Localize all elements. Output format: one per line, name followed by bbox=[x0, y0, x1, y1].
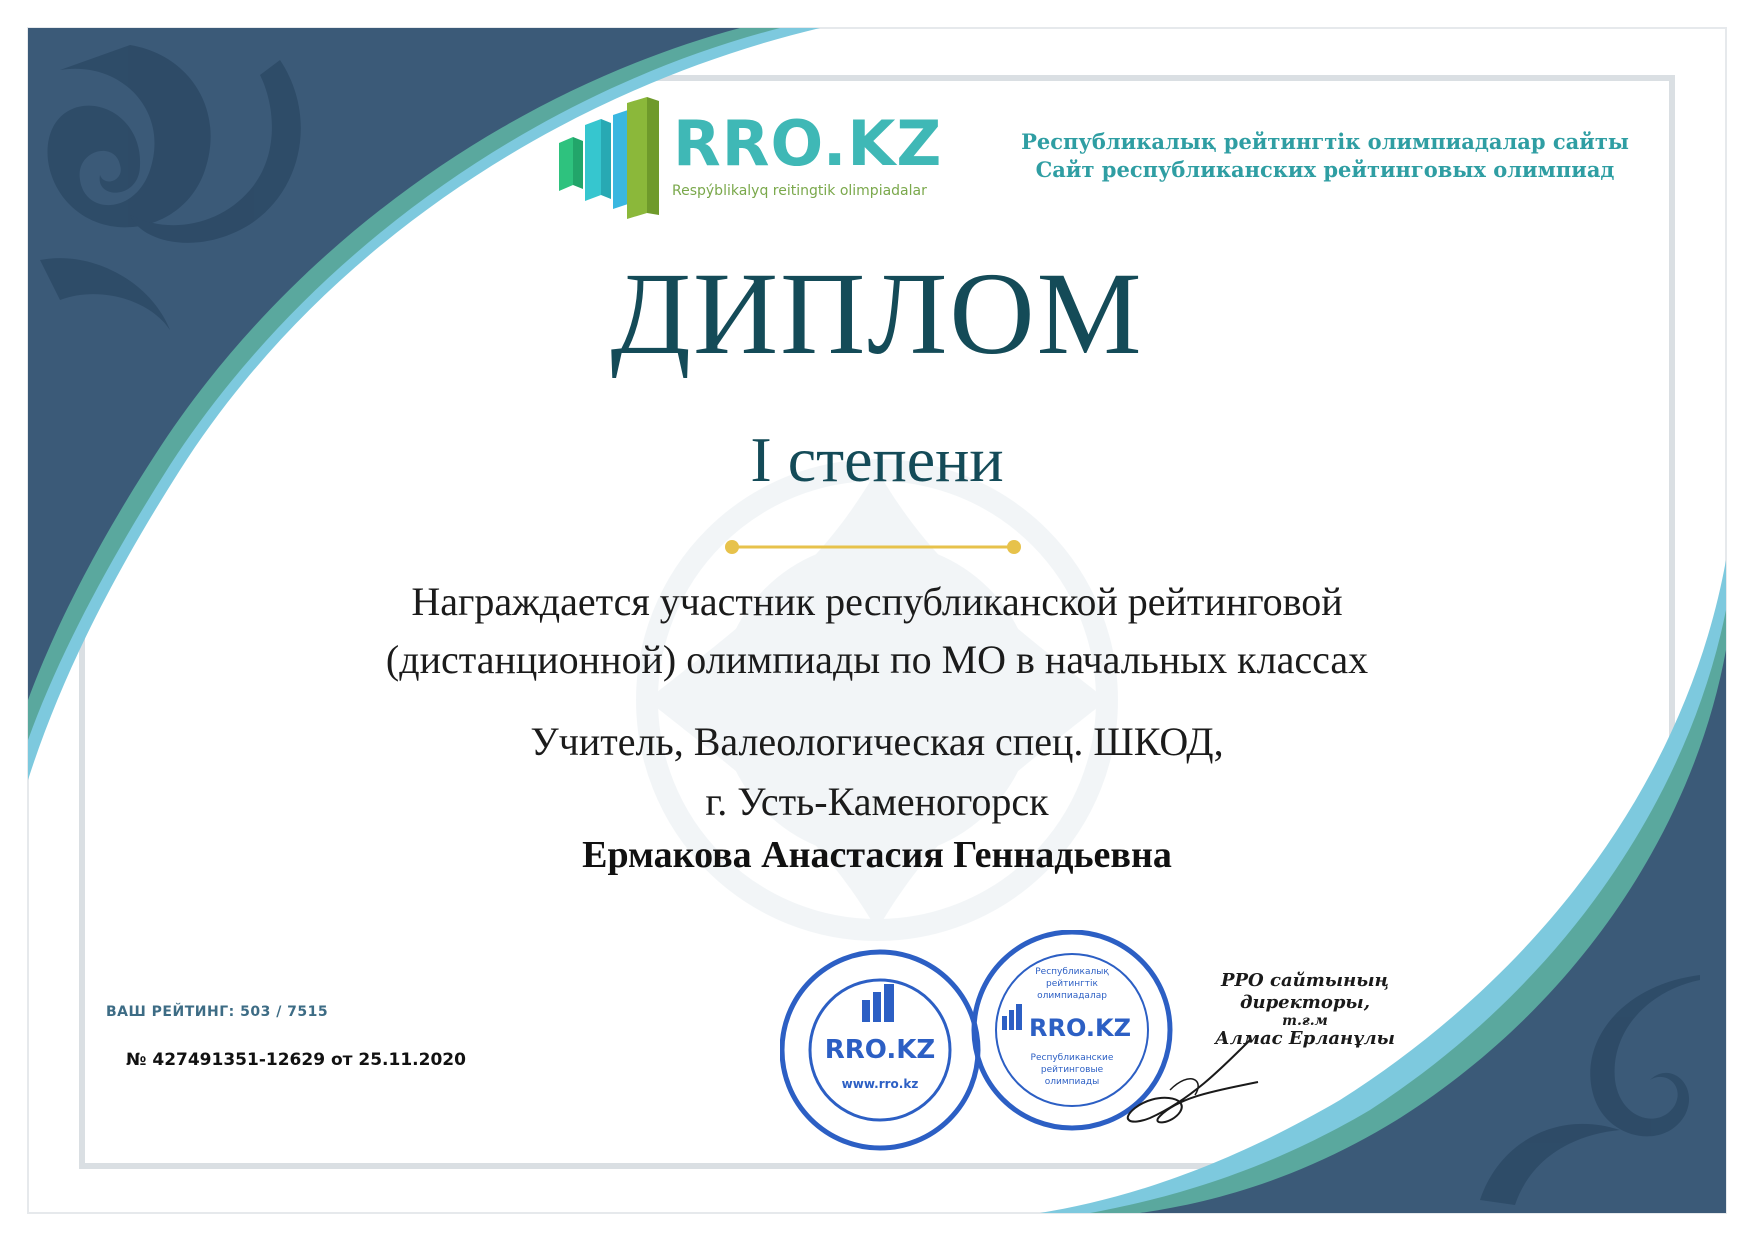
certificate-number: № 427491351-12629 от 25.11.2020 bbox=[126, 1050, 466, 1070]
site-title-kz: Республикалық рейтингтік олимпиадалар сайты bbox=[1021, 129, 1629, 154]
site-title-ru: Сайт республиканских рейтинговых олимпиад bbox=[1035, 157, 1615, 182]
award-line-1: Награждается участник республиканской рейтинговой bbox=[411, 579, 1343, 624]
logo-subtitle: Respýblikalyq reitingtik olimpiadalar bbox=[672, 183, 927, 199]
stamp-right-bottom-1: Республиканские bbox=[1030, 1053, 1114, 1063]
director-line-1: РРО сайтының директоры, bbox=[1220, 970, 1390, 1013]
award-line-2: (дистанционной) олимпиады по МО в начальных классах bbox=[385, 637, 1369, 682]
stamp-right-top-3: олимпиадалар bbox=[1037, 991, 1107, 1001]
rating-text: ВАШ РЕЙТИНГ: 503 / 7515 bbox=[106, 1004, 329, 1020]
logo-text: RRO.KZ bbox=[673, 107, 943, 180]
signature bbox=[1110, 1030, 1260, 1130]
org-line-2: г. Усть-Каменогорск bbox=[705, 779, 1049, 824]
director-line-2: т.ғ.м bbox=[1282, 1013, 1328, 1029]
award-text bbox=[0, 573, 1754, 689]
recipient-name: Ермакова Анастасия Геннадьевна bbox=[582, 834, 1172, 876]
stamp-left-center: RRO.KZ bbox=[824, 1035, 936, 1065]
director-line-3: Алмас Ерланұлы bbox=[1215, 1028, 1395, 1049]
org-line-1: Учитель, Валеологическая спец. ШКОД, bbox=[530, 719, 1224, 764]
stamp-left-bottom: www.rro.kz bbox=[841, 1077, 919, 1091]
site-title bbox=[1005, 128, 1645, 184]
stamp-right-bottom-3: олимпиады bbox=[1044, 1077, 1100, 1087]
organization-text bbox=[0, 712, 1754, 832]
stamp-right-top-2: рейтингтік bbox=[1046, 979, 1098, 989]
rro-logo bbox=[555, 95, 995, 220]
stamp-left bbox=[782, 952, 978, 1148]
bar-chart-logo-icon bbox=[555, 95, 670, 220]
stamp-right-top-1: Республикалық bbox=[1035, 967, 1109, 977]
stamp-right-bottom-2: рейтинговые bbox=[1040, 1065, 1104, 1075]
stamp-right-center: RRO.KZ bbox=[1029, 1014, 1131, 1042]
gold-divider bbox=[724, 540, 1022, 554]
diploma-degree: I степени bbox=[750, 424, 1004, 495]
diploma-title: ДИПЛОМ bbox=[610, 248, 1144, 379]
